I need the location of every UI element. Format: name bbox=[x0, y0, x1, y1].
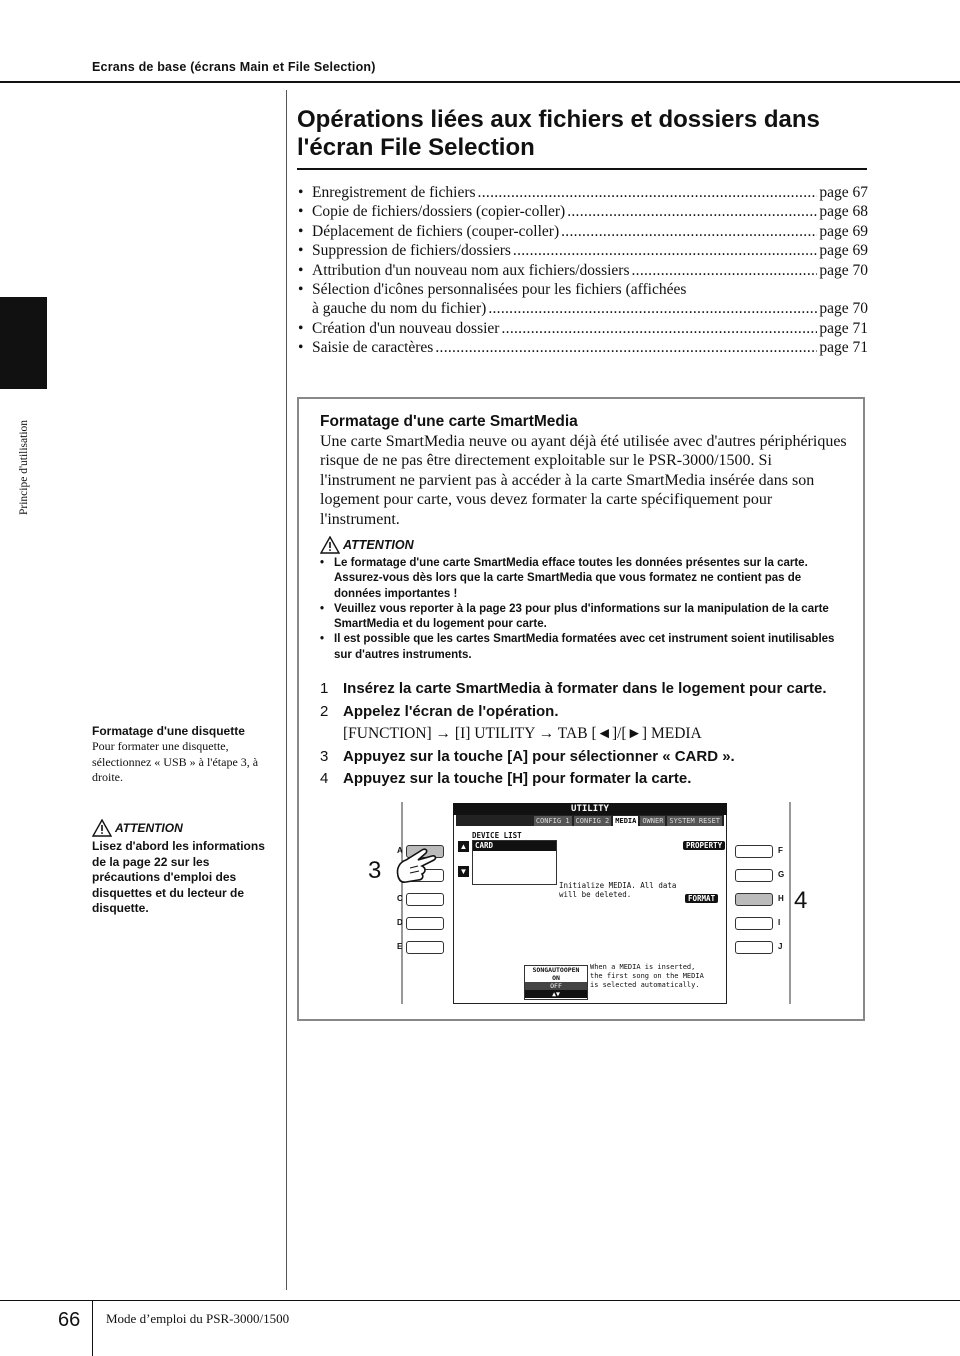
footer-rule bbox=[0, 1300, 960, 1301]
tab-config-1[interactable]: CONFIG 1 bbox=[535, 817, 570, 825]
step-item bbox=[320, 701, 865, 724]
song-auto-open-off: OFF bbox=[525, 982, 587, 990]
procedure-heading: Formatage d'une carte SmartMedia bbox=[320, 413, 578, 430]
device-list-label: DEVICE LIST bbox=[472, 831, 522, 840]
page-number: 66 bbox=[58, 1309, 81, 1331]
step-text: Insérez la carte SmartMedia à formater dans le logement pour carte. bbox=[343, 680, 827, 697]
song-auto-open-label: SONGAUTOOPEN bbox=[532, 966, 580, 974]
property-button[interactable]: PROPERTY bbox=[683, 841, 725, 850]
toc-entry[interactable]: • Création d'un nouveau dossier ..... page 71 bbox=[298, 319, 868, 338]
attention-list bbox=[320, 556, 845, 663]
toc-entry[interactable]: • Saisie de caractères ..... page 71 bbox=[298, 338, 868, 357]
procedure-intro: Une carte SmartMedia neuve ou ayant déjà été utilisée avec d'autres périphériques risque de ne pas être directement exploitable sur le PSR-3000/1500. Si l'instrument ne parvient pas à accéder à la carte SmartMedia insérée dans son logement pour carte, vous devez formater la carte spécifiquement pour l'instrument. bbox=[320, 433, 847, 528]
step-item bbox=[320, 678, 865, 701]
disk-note-body: Pour formater une disquette, sélectionnez « USB » à l'étape 3, à droite. bbox=[92, 739, 259, 784]
button-label-h: H bbox=[778, 894, 784, 903]
step-number: 2 bbox=[320, 702, 329, 720]
pointing-hand-icon bbox=[392, 838, 444, 888]
toc-entry-page: page 71 bbox=[819, 319, 868, 337]
step-number: 1 bbox=[320, 680, 329, 697]
operations-toc bbox=[298, 183, 868, 358]
margin-attention-label: ATTENTION bbox=[115, 821, 183, 835]
button-label-g: G bbox=[778, 870, 785, 879]
toc-entry-page: page 67 bbox=[819, 184, 868, 201]
step-text: Appelez l'écran de l'opération. bbox=[343, 702, 559, 720]
panel-button-g[interactable] bbox=[735, 869, 773, 882]
button-label-f: F bbox=[778, 846, 783, 855]
step-navigation-path: [FUNCTION] → [I] UTILITY → TAB [◄]/[►] MEDIA bbox=[343, 725, 702, 742]
toc-entry-page: page 68 bbox=[819, 203, 868, 221]
page-title bbox=[297, 106, 862, 162]
page-title-line-1: Opérations liées aux fichiers et dossiers dans bbox=[297, 106, 820, 133]
warning-triangle-icon bbox=[92, 819, 112, 837]
attention-item: • Il est possible que les cartes SmartMedia formatées avec cet instrument soient inutilisables sur d'autres instruments. bbox=[320, 632, 845, 663]
attention-item-text: Il est possible que les cartes SmartMedia formatées avec cet instrument soient inutilisables sur d'autres instruments. bbox=[334, 633, 835, 661]
format-message-line-1: Initialize MEDIA. All data bbox=[559, 881, 677, 890]
step-number: 4 bbox=[320, 770, 329, 787]
margin-attention-heading bbox=[92, 819, 183, 837]
device-list-item-card[interactable]: CARD bbox=[473, 841, 556, 851]
toc-entry-text: Enregistrement de fichiers bbox=[312, 184, 476, 201]
column-divider bbox=[286, 90, 287, 1290]
button-label-e: E bbox=[397, 942, 403, 951]
tab-system-reset[interactable]: SYSTEM RESET bbox=[669, 817, 720, 825]
panel-button-d[interactable] bbox=[406, 917, 444, 930]
format-button[interactable]: FORMAT bbox=[685, 894, 718, 903]
button-label-j: J bbox=[778, 942, 783, 951]
callout-step-3: 3 bbox=[368, 857, 382, 884]
toc-entry-text: Déplacement de fichiers (couper-coller) bbox=[312, 222, 560, 240]
manual-title: Mode d’emploi du PSR-3000/1500 bbox=[106, 1311, 290, 1326]
sidebar-section-label: Principe d'utilisation bbox=[18, 419, 30, 515]
button-label-i: I bbox=[778, 918, 781, 927]
step-number: 3 bbox=[320, 747, 329, 765]
step-item bbox=[320, 746, 865, 769]
toc-entry[interactable]: • Déplacement de fichiers (couper-coller) ..... page 69 bbox=[298, 222, 868, 241]
attention-label: ATTENTION bbox=[343, 538, 414, 552]
step-text: Appuyez sur la touche [A] pour sélectionner « CARD ». bbox=[343, 747, 735, 765]
running-header: Ecrans de base (écrans Main et File Selection) bbox=[92, 60, 376, 74]
disk-note-title: Formatage d'une disquette bbox=[92, 724, 245, 738]
toc-entry-text: Sélection d'icônes personnalisées pour les fichiers (affichées bbox=[312, 280, 687, 298]
toc-entry[interactable]: • Copie de fichiers/dossiers (copier-coller) ..... page 68 bbox=[298, 202, 868, 221]
format-message-line-2: will be deleted. bbox=[559, 890, 632, 899]
panel-button-f[interactable] bbox=[735, 845, 773, 858]
song-auto-open-on: ON bbox=[552, 974, 560, 982]
warning-triangle-icon bbox=[320, 536, 340, 554]
toc-entry-page: page 71 bbox=[819, 339, 868, 357]
song-auto-open-control[interactable] bbox=[524, 965, 588, 1000]
margin-attention-body: Lisez d'abord les informations de la page 22 sur les précautions d'emploi des disquettes et du lecteur de disquette. bbox=[92, 839, 265, 915]
attention-item: • Le formatage d'une carte SmartMedia efface toutes les données présentes sur la carte. Assurez-vous dès lors que la carte SmartMedia que vous formatez ne contient pas de données importantes ! bbox=[320, 556, 845, 602]
song-msg-line-3: is selected automatically. bbox=[590, 981, 700, 989]
sidebar-tab-marker bbox=[0, 297, 47, 389]
attention-item: • Veuillez vous reporter à la page 23 pour plus d'informations sur la manipulation de la carte SmartMedia et du logement pour carte. bbox=[320, 602, 845, 633]
panel-button-e[interactable] bbox=[406, 941, 444, 954]
toc-entry[interactable]: • Suppression de fichiers/dossiers ..... page 69 bbox=[298, 241, 868, 260]
tab-media[interactable]: MEDIA bbox=[615, 817, 637, 825]
toc-entry-text: Suppression de fichiers/dossiers bbox=[312, 242, 511, 260]
toc-entry-page: page 69 bbox=[819, 222, 868, 240]
footer-divider bbox=[92, 1300, 93, 1356]
scroll-up-arrow-icon[interactable]: ▲ bbox=[459, 842, 468, 851]
attention-item-text: Le formatage d'une carte SmartMedia efface toutes les données présentes sur la carte. Assurez-vous dès lors que la carte SmartMedia que vous formatez ne contient pas de données importantes ! bbox=[334, 557, 808, 600]
attention-heading bbox=[320, 536, 414, 554]
toc-entry-text: à gauche du nom du fichier) bbox=[312, 300, 487, 318]
step-item bbox=[320, 768, 865, 791]
page-title-line-2: l'écran File Selection bbox=[297, 134, 535, 161]
toc-entry-text: Création d'un nouveau dossier bbox=[312, 319, 500, 337]
callout-step-4: 4 bbox=[794, 887, 808, 914]
tab-owner[interactable]: OWNER bbox=[642, 817, 664, 825]
toc-entry-page: page 70 bbox=[819, 300, 868, 318]
song-auto-open-arrows: ▲▼ bbox=[525, 990, 587, 998]
panel-button-j[interactable] bbox=[735, 941, 773, 954]
toc-entry[interactable]: • Sélection d'icônes personnalisées pour les fichiers (affichées bbox=[298, 280, 687, 298]
toc-entry[interactable]: • Attribution d'un nouveau nom aux fichiers/dossiers ..... page 70 bbox=[298, 261, 868, 280]
toc-entry-page: page 70 bbox=[819, 261, 868, 279]
tab-config-2[interactable]: CONFIG 2 bbox=[575, 817, 610, 825]
toc-entry[interactable]: • Enregistrement de fichiers ..... page 67 bbox=[298, 183, 868, 202]
song-msg-line-1: When a MEDIA is inserted, bbox=[590, 963, 696, 971]
step-text: Appuyez sur la touche [H] pour formater la carte. bbox=[343, 770, 692, 787]
lcd-title: UTILITY bbox=[453, 803, 727, 815]
song-msg-line-2: the first song on the MEDIA bbox=[590, 972, 704, 980]
lcd-tab-bar bbox=[456, 815, 724, 826]
button-label-d: D bbox=[397, 918, 403, 927]
title-rule bbox=[297, 168, 867, 170]
format-message bbox=[559, 881, 679, 899]
procedure-steps bbox=[320, 678, 865, 791]
panel-button-i[interactable] bbox=[735, 917, 773, 930]
toc-entry-page: page 69 bbox=[819, 242, 868, 260]
panel-button-c[interactable] bbox=[406, 893, 444, 906]
attention-item-text: Veuillez vous reporter à la page 23 pour plus d'informations sur la manipulation de la carte SmartMedia et du logement pour carte. bbox=[334, 602, 829, 631]
panel-button-h[interactable] bbox=[735, 893, 773, 906]
scroll-down-arrow-icon[interactable]: ▼ bbox=[459, 867, 468, 876]
toc-entry-text: Copie de fichiers/dossiers (copier-coller) bbox=[312, 203, 566, 221]
toc-entry-text: Saisie de caractères bbox=[312, 339, 434, 357]
button-label-c: C bbox=[397, 894, 403, 903]
toc-entry-text: Attribution d'un nouveau nom aux fichiers/dossiers bbox=[312, 261, 630, 279]
song-auto-open-message bbox=[590, 963, 720, 990]
toc-entry-continuation[interactable] bbox=[298, 299, 868, 318]
header-rule bbox=[0, 81, 960, 83]
button-label-a: A bbox=[397, 846, 403, 855]
